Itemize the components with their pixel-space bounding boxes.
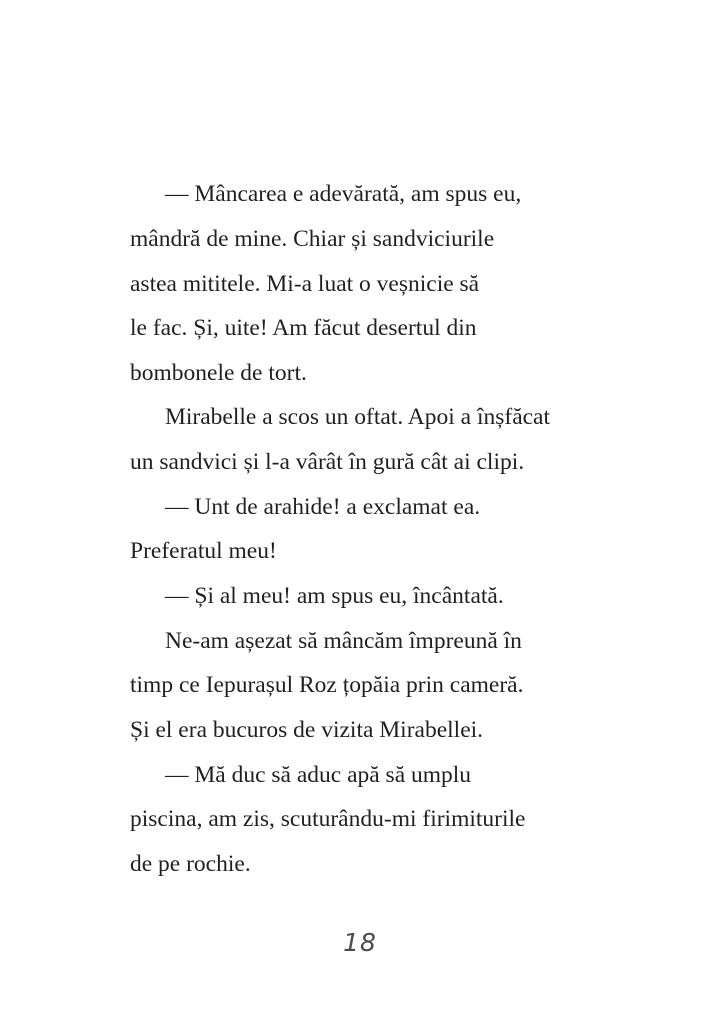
text-line: de pe rochie.	[130, 851, 251, 877]
page-number: 18	[343, 928, 377, 957]
text-line: piscina, am zis, scuturându-mi firimiturile	[130, 806, 526, 832]
text-line: Preferatul meu!	[130, 538, 277, 564]
text-line: bombonele de tort.	[130, 360, 307, 386]
text-line: Și el era bucuros de vizita Mirabellei.	[130, 717, 484, 743]
text-line: Mirabelle a scos un oftat. Apoi a înșfăcat	[165, 404, 551, 430]
text-line: — Mâncarea e adevărată, am spus eu,	[165, 181, 522, 207]
text-line: — Mă duc să aduc apă să umplu	[165, 762, 472, 788]
text-line: un sandvici și l-a vârât în gură cât ai clipi.	[130, 449, 525, 475]
text-line: le fac. Și, uite! Am făcut desertul din	[130, 315, 477, 341]
text-line: astea mititele. Mi-a luat o veșnicie să	[130, 271, 480, 297]
text-line: Ne-am așezat să mâncăm împreună în	[165, 628, 522, 654]
text-line: — Unt de arahide! a exclamat ea.	[165, 494, 481, 520]
text-line: mândră de mine. Chiar și sandviciurile	[130, 226, 495, 252]
text-line: timp ce Iepurașul Roz țopăia prin cameră.	[130, 672, 524, 698]
text-line: — Și al meu! am spus eu, încântată.	[165, 583, 504, 609]
